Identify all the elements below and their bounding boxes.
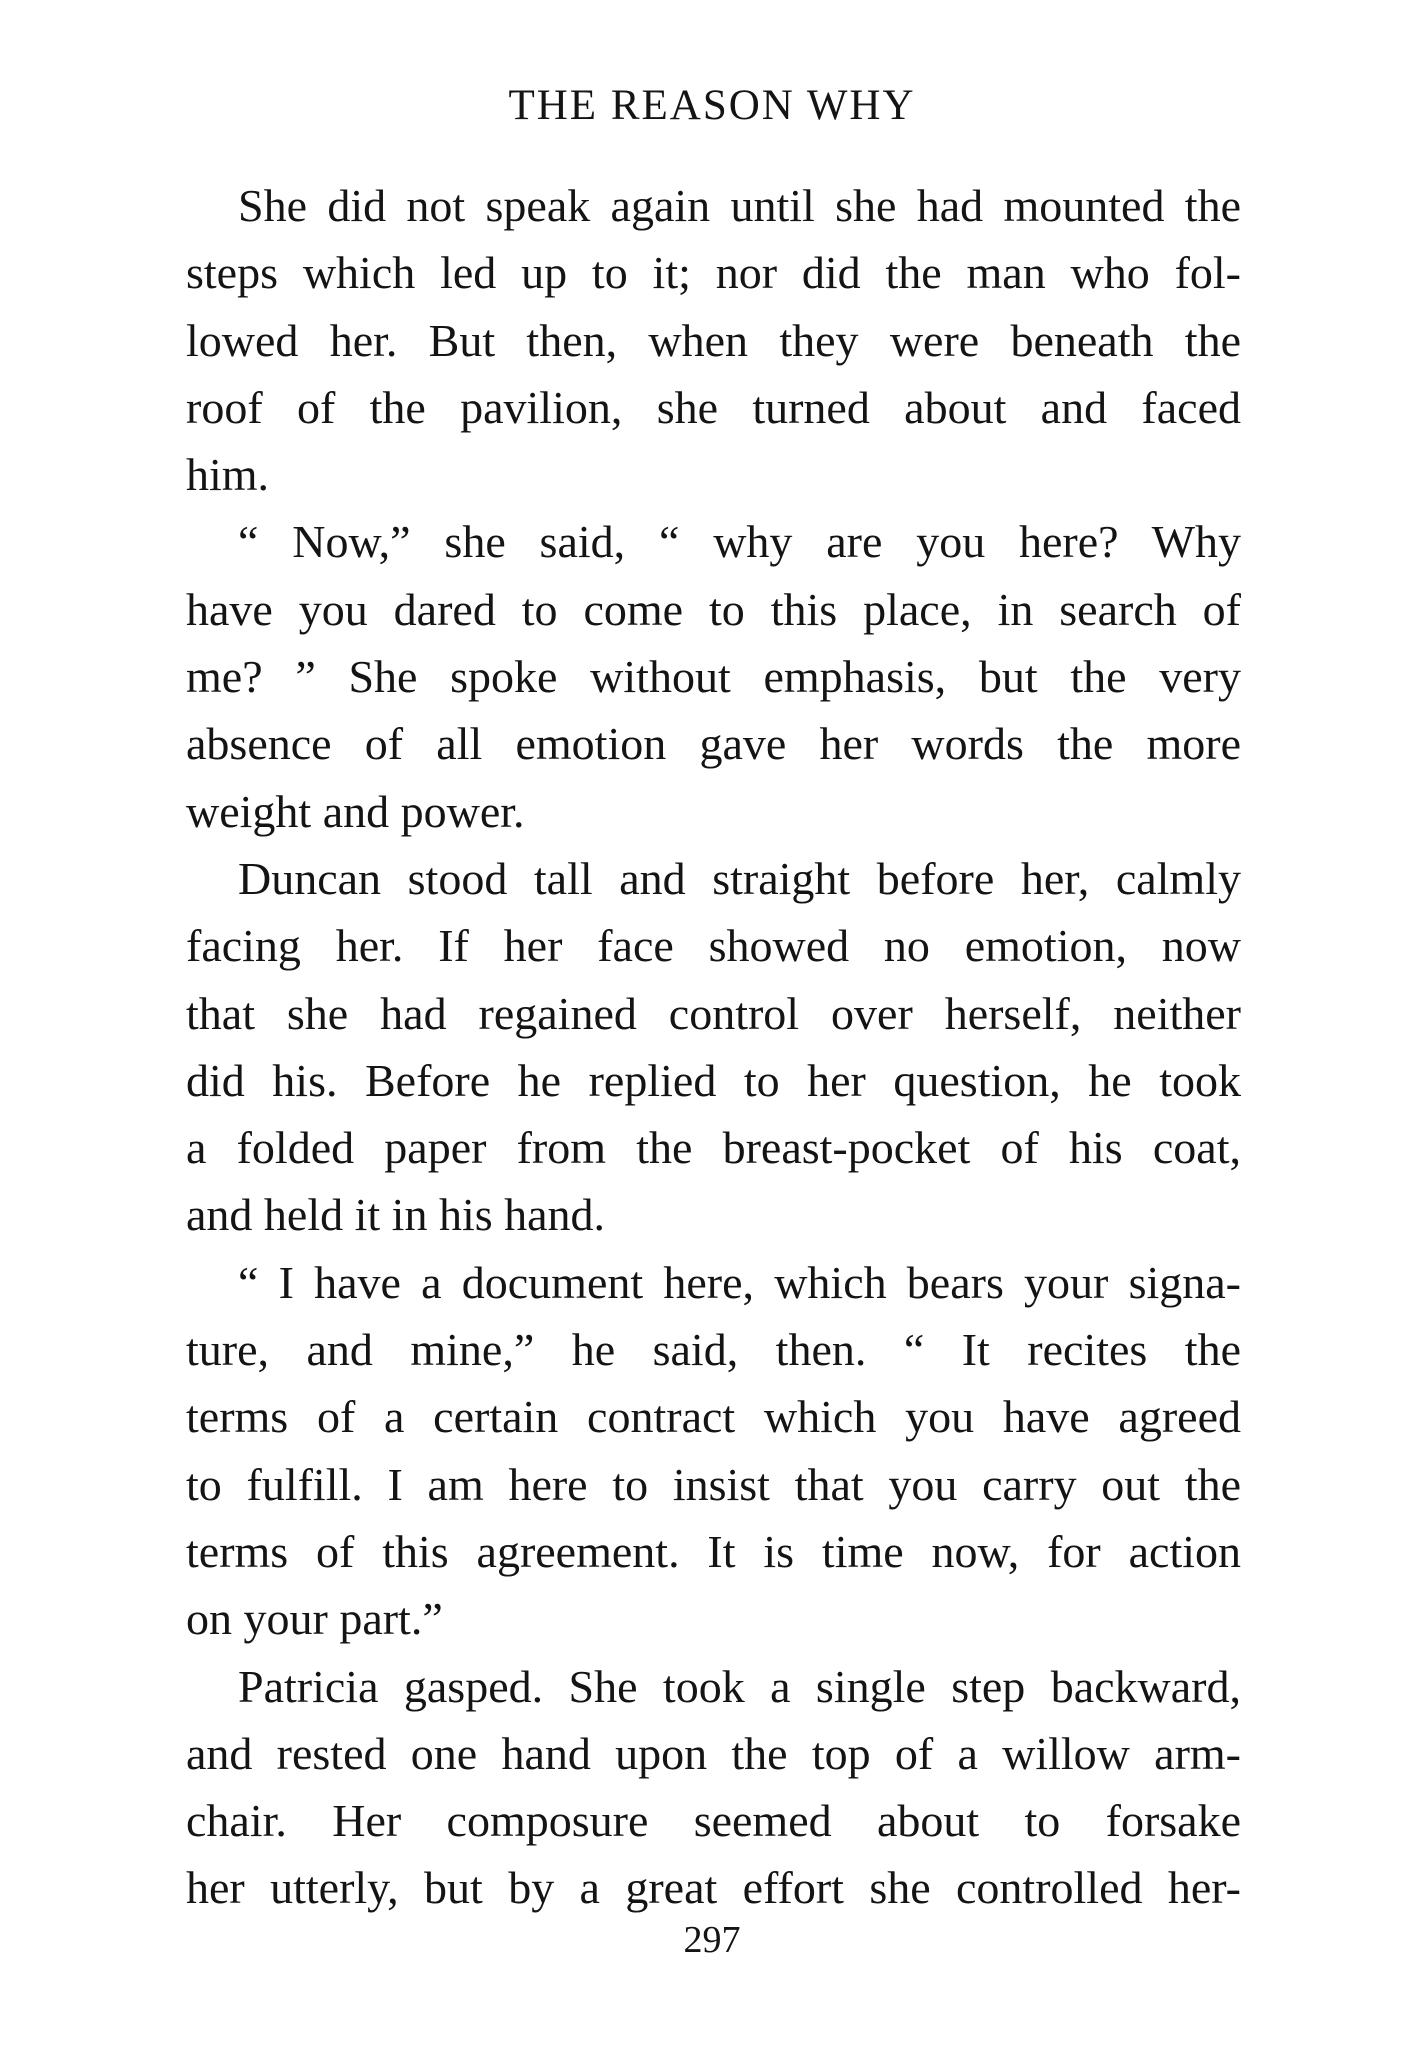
text-line: have you dared to come to this place, in search of (186, 583, 1241, 635)
text-line: weight and power. (186, 785, 525, 837)
text-line: lowed her. But then, when they were beneath the (186, 314, 1241, 366)
text-line: her utterly, but by a great effort she controlled her- (186, 1862, 1241, 1914)
text-line: ture, and mine,” he said, then. “ It recites the (186, 1324, 1241, 1376)
text-line: facing her. If her face showed no emotion, now (186, 920, 1241, 972)
text-line: Duncan stood tall and straight before her, calmly (238, 852, 1241, 904)
text-line: “ Now,” she said, “ why are you here? Why (238, 516, 1241, 568)
body-text (186, 172, 1241, 1922)
text-line: to fulfill. I am here to insist that you carry out the (186, 1458, 1241, 1510)
text-line: and held it in his hand. (186, 1189, 606, 1241)
text-line: She did not speak again until she had mounted the (238, 180, 1241, 231)
text-line: Patricia gasped. She took a single step backward, (238, 1660, 1241, 1712)
text-line: roof of the pavilion, she turned about and faced (186, 381, 1241, 433)
running-head: THE REASON WHY (508, 82, 916, 129)
text-line: chair. Her composure seemed about to forsake (186, 1795, 1241, 1847)
text-line: terms of a certain contract which you have agreed (186, 1391, 1241, 1443)
text-line: on your part.” (186, 1593, 443, 1645)
text-line: a folded paper from the breast-pocket of his coat, (186, 1122, 1241, 1174)
text-line: that she had regained control over herself, neither (186, 987, 1241, 1039)
text-line: him. (186, 449, 270, 501)
text-line: “ I have a document here, which bears your signa- (238, 1256, 1241, 1308)
text-line: terms of this agreement. It is time now, for action (186, 1525, 1241, 1577)
text-line: me? ” She spoke without emphasis, but the very (186, 651, 1241, 703)
text-line: steps which led up to it; nor did the man who fol- (186, 247, 1241, 299)
text-line: and rested one hand upon the top of a willow arm- (186, 1727, 1241, 1779)
text-line: did his. Before he replied to her question, he took (186, 1054, 1241, 1106)
text-line: absence of all emotion gave her words the more (186, 718, 1241, 770)
page-number: 297 (683, 1919, 741, 1961)
